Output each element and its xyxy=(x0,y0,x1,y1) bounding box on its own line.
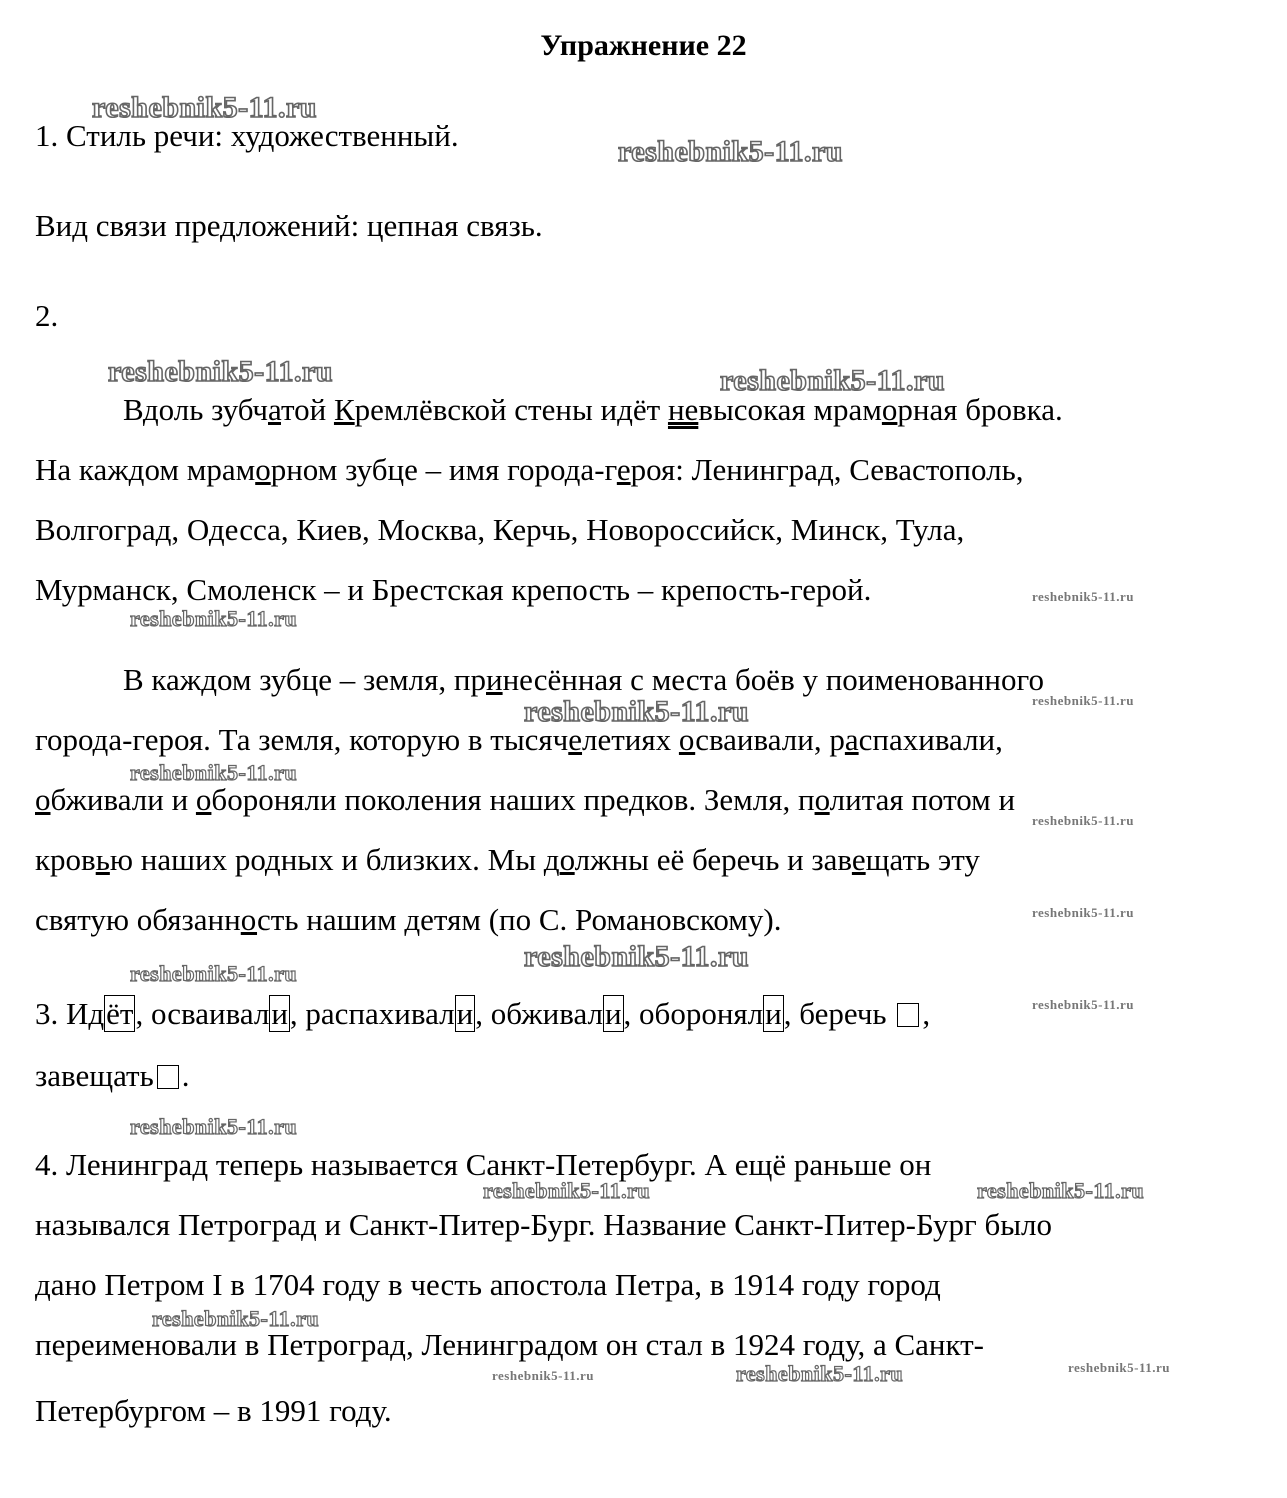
ending-box: и xyxy=(765,996,782,1031)
history-line-1: 4. Ленинград теперь называется Санкт-Петербург. А ещё раньше он xyxy=(35,1147,932,1182)
text-line-7: обживали и обороняли поколения наших предков. Земля, политая потом и xyxy=(35,782,1016,817)
watermark: reshebnik5-11.ru xyxy=(1032,905,1135,920)
text-line-3: Волгоград, Одесса, Киев, Москва, Керчь, Новороссийск, Минск, Тула, xyxy=(35,512,965,547)
watermark: reshebnik5-11.ru xyxy=(524,695,749,728)
watermark: reshebnik5-11.ru xyxy=(736,1361,904,1386)
history-line-5: Петербургом – в 1991 году. xyxy=(35,1393,392,1428)
history-line-3: дано Петром I в 1704 году в честь апостола Петра, в 1914 году город xyxy=(35,1267,941,1302)
connection-line: Вид связи предложений: цепная связь. xyxy=(35,208,543,243)
watermark: reshebnik5-11.ru xyxy=(1032,589,1135,604)
history-line-4: переименовали в Петроград, Ленинградом он стал в 1924 году, а Санкт- xyxy=(35,1327,984,1362)
watermark: reshebnik5-11.ru xyxy=(130,961,298,986)
watermark: reshebnik5-11.ru xyxy=(1032,997,1135,1012)
text-line-5: В каждом зубце – земля, принесённая с места боёв у поименованного xyxy=(123,662,1044,697)
watermark: reshebnik5-11.ru xyxy=(1068,1360,1171,1375)
verb-endings-line-2: завещать . xyxy=(35,1058,190,1093)
watermark: reshebnik5-11.ru xyxy=(524,940,749,973)
empty-ending-box xyxy=(897,1003,919,1027)
ending-box: ёт xyxy=(106,996,134,1031)
text-line-4: Мурманск, Смоленск – и Брестская крепость – крепость-герой. xyxy=(35,572,872,607)
history-line-2: назывался Петроград и Санкт-Питер-Бург. Название Санкт-Питер-Бург было xyxy=(35,1207,1053,1242)
watermark: reshebnik5-11.ru xyxy=(720,364,945,397)
watermark: reshebnik5-11.ru xyxy=(92,91,317,124)
watermark: reshebnik5-11.ru xyxy=(492,1368,595,1383)
ending-box: и xyxy=(271,996,288,1031)
text-line-6: города-героя. Та земля, которую в тысячелетиях осваивали, распахивали, xyxy=(35,722,1003,757)
watermark: reshebnik5-11.ru xyxy=(108,355,333,388)
watermark: reshebnik5-11.ru xyxy=(483,1178,651,1203)
section-2-label: 2. xyxy=(35,298,59,333)
text-line-9: святую обязанность нашим детям (по С. Романовскому). xyxy=(35,902,782,937)
text-line-2: На каждом мраморном зубце – имя города-героя: Ленинград, Севастополь, xyxy=(35,452,1024,487)
watermark: reshebnik5-11.ru xyxy=(1032,693,1135,708)
page-title: Упражнение 22 xyxy=(540,29,747,62)
watermark: reshebnik5-11.ru xyxy=(977,1178,1145,1203)
watermark: reshebnik5-11.ru xyxy=(130,606,298,631)
watermark: reshebnik5-11.ru xyxy=(130,760,298,785)
watermark: reshebnik5-11.ru xyxy=(1032,813,1135,828)
ending-box: и xyxy=(456,996,474,1031)
watermark: reshebnik5-11.ru xyxy=(618,135,843,168)
empty-ending-box xyxy=(157,1065,179,1089)
style-line: 1. Стиль речи: художественный. xyxy=(35,118,459,153)
verb-endings-line: 3. Идёт, осваивали, распахивали, обживали, обороняли, беречь , xyxy=(35,996,931,1031)
text-line-8: кровью наших родных и близких. Мы должны её беречь и завещать эту xyxy=(35,842,980,877)
watermark: reshebnik5-11.ru xyxy=(152,1306,320,1331)
text-line-1: Вдоль зубчатой Кремлёвской стены идёт невысокая мраморная бровка. xyxy=(123,392,1063,427)
watermark: reshebnik5-11.ru xyxy=(130,1114,298,1139)
ending-box: и xyxy=(604,996,622,1031)
